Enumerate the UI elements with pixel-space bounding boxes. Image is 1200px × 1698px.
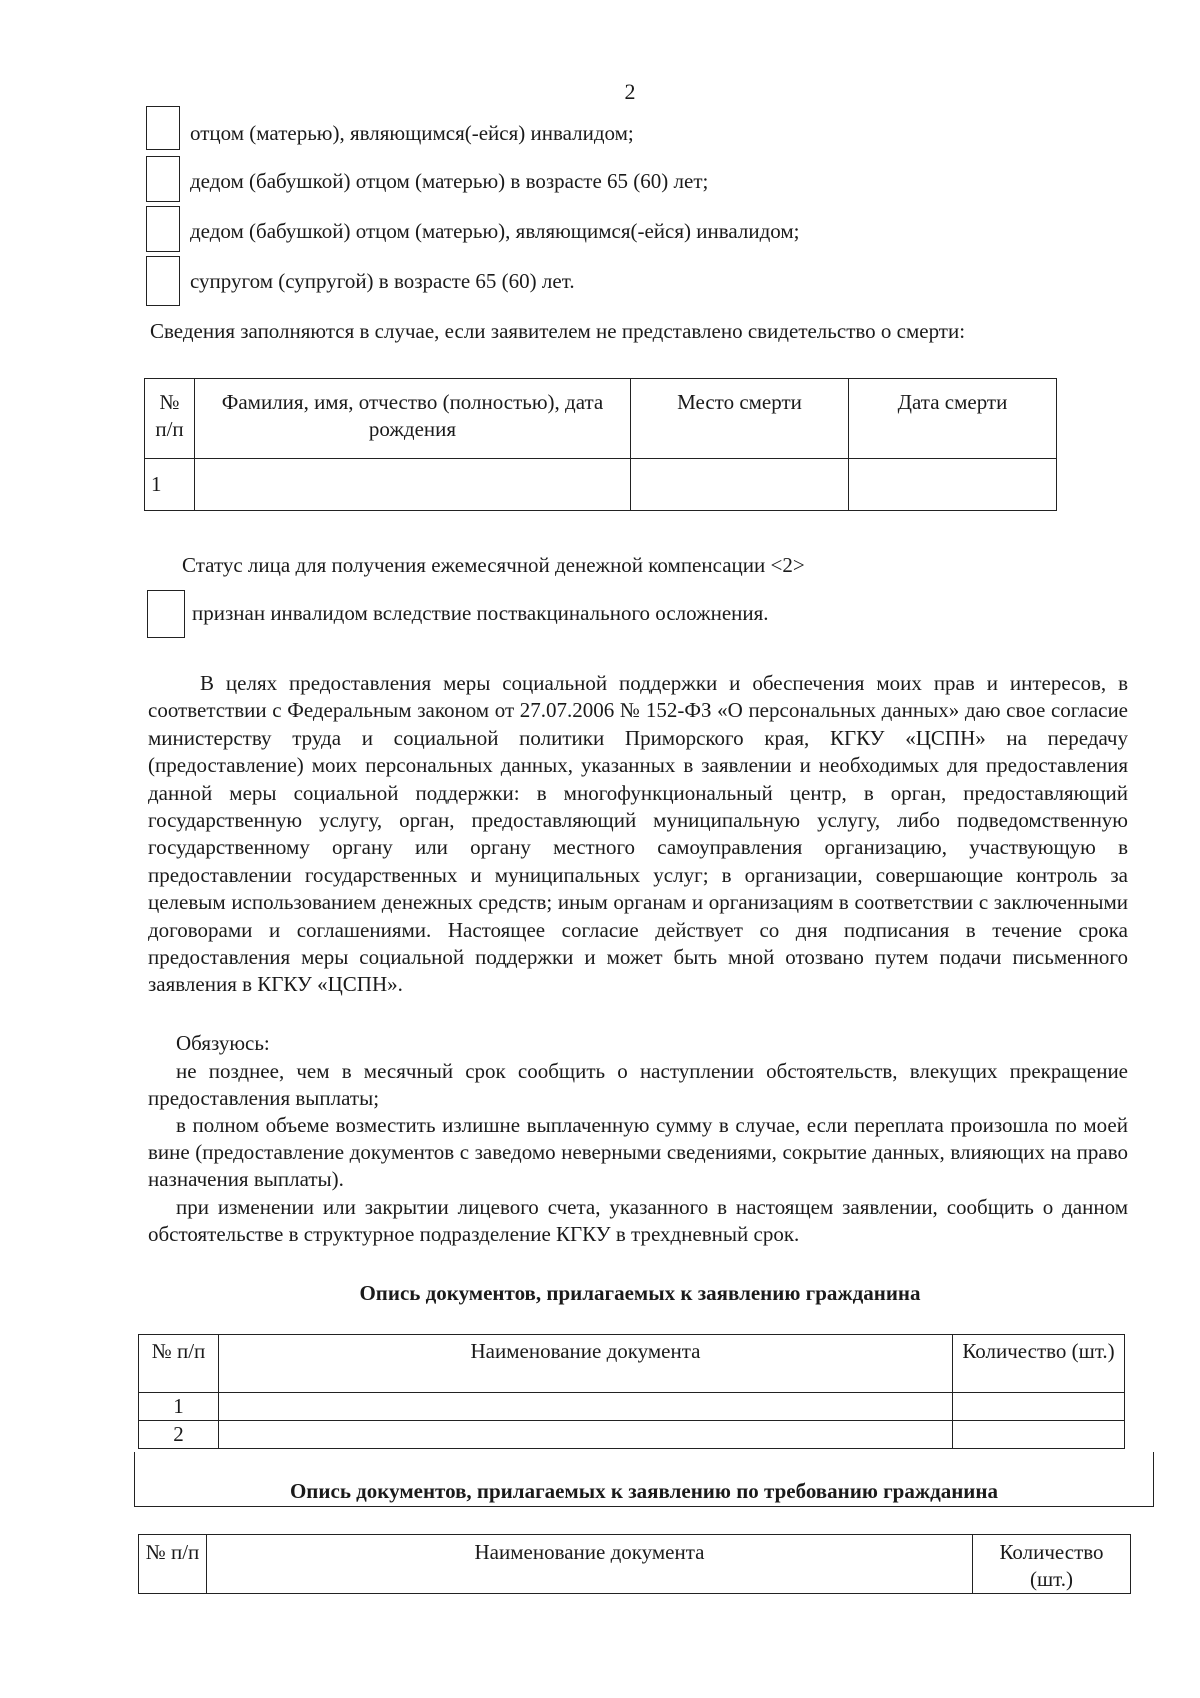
relation-option-4: супругом (супругой) в возрасте 65 (60) лет. (190, 269, 575, 293)
status-option: признан инвалидом вследствие поствакцинального осложнения. (192, 601, 769, 625)
page-number: 2 (624, 79, 636, 104)
inventory-1-row (139, 1393, 1125, 1421)
death-header-name: Фамилия, имя, отчество (полностью), дата рождения (195, 379, 631, 459)
death-info-header-row (145, 379, 1057, 459)
death-info-row (145, 459, 1057, 511)
inventory-1-row-qty-cell[interactable] (953, 1393, 1125, 1421)
death-info-intro: Сведения заполняются в случае, если заявителем не представлено свидетельство о смерти: (150, 319, 966, 343)
inventory-1-row-name-cell[interactable] (219, 1393, 953, 1421)
inventory-2-header-qty: Количество (шт.) (973, 1535, 1131, 1594)
death-header-place: Место смерти (631, 379, 849, 459)
inventory-1-row-number: 1 (139, 1393, 219, 1421)
relation-checkbox-1[interactable] (146, 106, 180, 150)
obligation-item-1: не позднее, чем в месячный срок сообщить о наступлении обстоятельств, влекущих прекращение предоставления выплаты; (148, 1059, 1128, 1110)
status-checkbox[interactable] (147, 590, 185, 638)
inventory-1-header-row (139, 1335, 1125, 1393)
inventory-1-row-name-cell[interactable] (219, 1421, 953, 1449)
relation-checkbox-4[interactable] (146, 256, 180, 306)
inventory-1-row-qty-cell[interactable] (953, 1421, 1125, 1449)
inventory-1-row (139, 1421, 1125, 1449)
inventory-1-header-qty: Количество (шт.) (953, 1335, 1125, 1393)
consent-paragraph: В целях предоставления меры социальной поддержки и обеспечения моих прав и интересов, в соответствии с Федеральным законом от 27.07.2006 № 152-ФЗ «О персональных данных» даю свое согласие министерству труда и социальной политики Приморского края, КГКУ «ЦСПН» на передачу (предоставление) моих персональных данных, указанных в заявлении и необходимых для предоставления данной меры социальной поддержки: в многофункциональный центр, в орган, предоставляющий государственную услугу, орган, предоставляющий муниципальную услугу, либо подведомственную государственному органу или органу местного самоуправления организацию, участвующую в предоставлении государственных и муниципальных услуг; в организации, совершающие контроль за целевым использованием денежных средств; иным органам и организациям в соответствии с заключенными договорами и соглашениями. Настоящее согласие действует со дня подписания в течение срока предоставления меры социальной поддержки и может быть мной отозвано путем подачи письменного заявления в КГКУ «ЦСПН». (148, 671, 1128, 997)
death-row-date-cell[interactable] (849, 459, 1057, 511)
inventory-2-title: Опись документов, прилагаемых к заявлению по требованию гражданина (289, 1479, 999, 1503)
inventory-1-row-number: 2 (139, 1421, 219, 1449)
inventory-1-table (138, 1334, 1125, 1449)
death-row-number: 1 (145, 459, 195, 511)
inventory-1-header-number: № п/п (139, 1335, 219, 1393)
obligation-title: Обязуюсь: (176, 1031, 270, 1055)
relation-option-2: дедом (бабушкой) отцом (матерью) в возрасте 65 (60) лет; (190, 169, 709, 193)
relation-checkbox-3[interactable] (146, 206, 180, 252)
relation-option-3: дедом (бабушкой) отцом (матерью), являющимся(-ейся) инвалидом; (190, 219, 800, 243)
inventory-1-title: Опись документов, прилагаемых к заявлению гражданина (359, 1281, 921, 1305)
inventory-2-header-name: Наименование документа (207, 1535, 973, 1594)
relation-option-1: отцом (матерью), являющимся(-ейся) инвалидом; (190, 121, 634, 145)
death-header-date: Дата смерти (849, 379, 1057, 459)
death-row-place-cell[interactable] (631, 459, 849, 511)
inventory-2-table (138, 1534, 1131, 1594)
inventory-1-header-name: Наименование документа (219, 1335, 953, 1393)
death-header-number: № п/п (145, 379, 195, 459)
obligation-item-2: в полном объеме возместить излишне выплаченную сумму в случае, если переплата произошла по моей вине (предоставление документов с заведомо неверными сведениями, сокрытие данных, влияющих на право назначения выплаты). (148, 1113, 1128, 1191)
status-title: Статус лица для получения ежемесячной денежной компенсации <2> (182, 553, 805, 577)
inventory-2-header-number: № п/п (139, 1535, 207, 1594)
relation-checkbox-2[interactable] (146, 156, 180, 202)
death-row-name-cell[interactable] (195, 459, 631, 511)
obligation-item-3: при изменении или закрытии лицевого счета, указанного в настоящем заявлении, сообщить о данном обстоятельстве в структурное подразделение КГКУ в трехдневный срок. (148, 1195, 1128, 1246)
inventory-2-header-row (139, 1535, 1131, 1594)
death-info-table (144, 378, 1057, 511)
